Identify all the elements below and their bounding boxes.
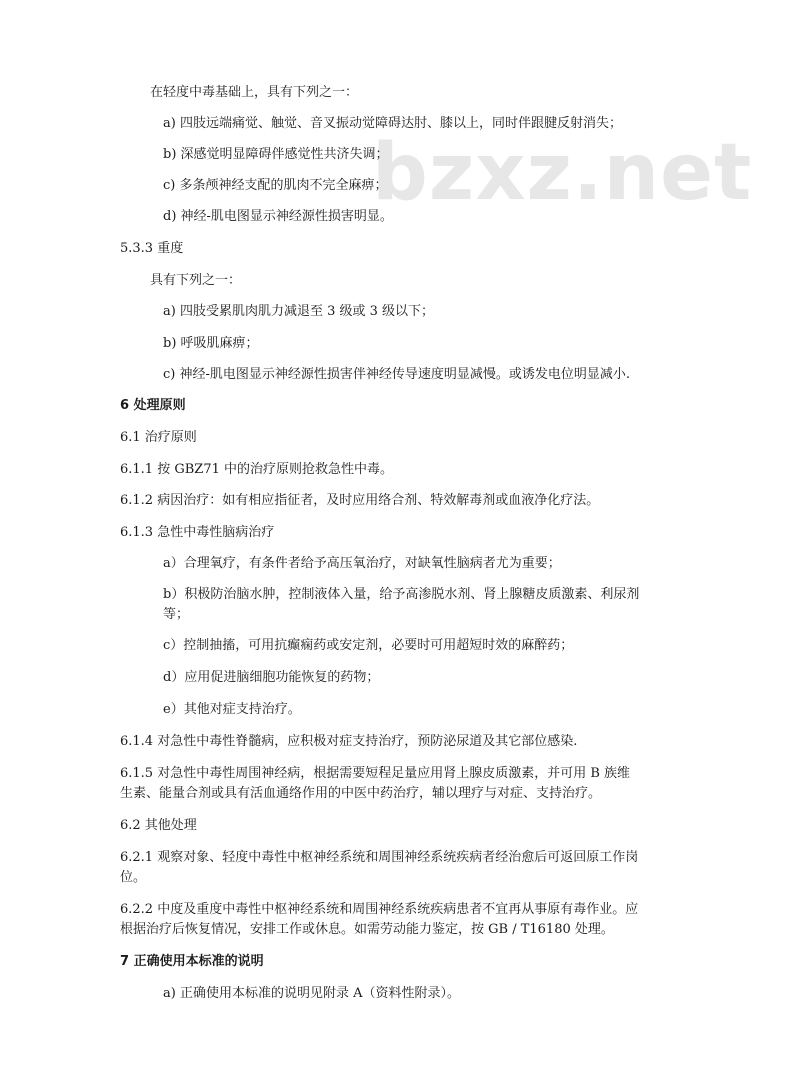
list-item-b-continued: 等； xyxy=(163,607,190,622)
clause-6-1-3: 6.1.3 急性中毒性脑病治疗 xyxy=(120,525,275,540)
list-item-b: b) 呼吸肌麻痹； xyxy=(163,336,259,351)
clause-6-2-2-continued: 根据治疗后恢复情况，安排工作或休息。如需劳动能力鉴定，按 GB / T16180 处理。 xyxy=(120,922,614,937)
section-heading-7: 7 正确使用本标准的说明 xyxy=(120,954,264,969)
clause-6-1-2: 6.1.2 病因治疗：如有相应指征者，及时应用络合剂、特效解毒剂或血液净化疗法。 xyxy=(120,493,600,508)
list-item-d: d) 神经-肌电图显示神经源性损害明显。 xyxy=(163,209,393,224)
section-heading-6-2: 6.2 其他处理 xyxy=(120,818,197,833)
clause-6-2-2: 6.2.2 中度及重度中毒性中枢神经系统和周围神经系统疾病患者不宜再从事原有毒作业。应 xyxy=(120,902,639,917)
watermark: bzxz.net xyxy=(372,128,753,218)
intro-line-moderate: 在轻度中毒基础上，具有下列之一： xyxy=(150,85,359,100)
list-item-e: e）其他对症支持治疗。 xyxy=(163,702,301,717)
list-item-a: a) 四肢受累肌肉肌力减退至 3 级或 3 级以下； xyxy=(163,304,435,319)
list-item-c: c) 多条颅神经支配的肌肉不完全麻痹； xyxy=(163,178,388,193)
list-item-b: b）积极防治脑水肿，控制液体入量，给予高渗脱水剂、肾上腺糖皮质激素、利尿剂 xyxy=(163,587,640,602)
list-item-a: a) 四肢远端痛觉、触觉、音叉振动觉障碍达肘、膝以上，同时伴跟腱反射消失； xyxy=(163,116,622,131)
list-item-c: c）控制抽搐，可用抗癫痫药或安定剂，必要时可用超短时效的麻醉药； xyxy=(163,638,574,653)
section-heading-6: 6 处理原则 xyxy=(120,398,186,413)
clause-6-1-4: 6.1.4 对急性中毒性脊髓病，应积极对症支持治疗，预防泌尿道及其它部位感染. xyxy=(120,734,578,749)
list-item-c: c) 神经-肌电图显示神经源性损害伴神经传导速度明显减慢。或诱发电位明显减小. xyxy=(163,367,631,382)
list-item-b: b) 深感觉明显障碍伴感觉性共济失调； xyxy=(163,147,389,162)
list-item-a: a）合理氧疗，有条件者给予高压氧治疗，对缺氧性脑病者尤为重要； xyxy=(163,556,561,571)
list-item-d: d）应用促进脑细胞功能恢复的药物； xyxy=(163,670,380,685)
section-heading-5-3-3: 5.3.3 重度 xyxy=(120,241,184,256)
list-item-a: a) 正确使用本标准的说明见附录 A（资料性附录）。 xyxy=(163,986,460,1001)
clause-6-2-1-continued: 位。 xyxy=(120,870,147,885)
clause-6-2-1: 6.2.1 观察对象、轻度中毒性中枢神经系统和周围神经系统疾病者经治愈后可返回原工作岗 xyxy=(120,850,639,865)
clause-6-1-5-continued: 生素、能量合剂或具有活血通络作用的中医中药治疗，辅以理疗与对症、支持治疗。 xyxy=(120,786,602,801)
clause-6-1-5: 6.1.5 对急性中毒性周围神经病，根据需要短程足量应用肾上腺皮质激素，并可用 B 族维 xyxy=(120,766,631,781)
clause-6-1-1: 6.1.1 按 GBZ71 中的治疗原则抢救急性中毒。 xyxy=(120,462,393,477)
section-heading-6-1: 6.1 治疗原则 xyxy=(120,430,197,445)
intro-line-severe: 具有下列之一： xyxy=(150,273,242,288)
